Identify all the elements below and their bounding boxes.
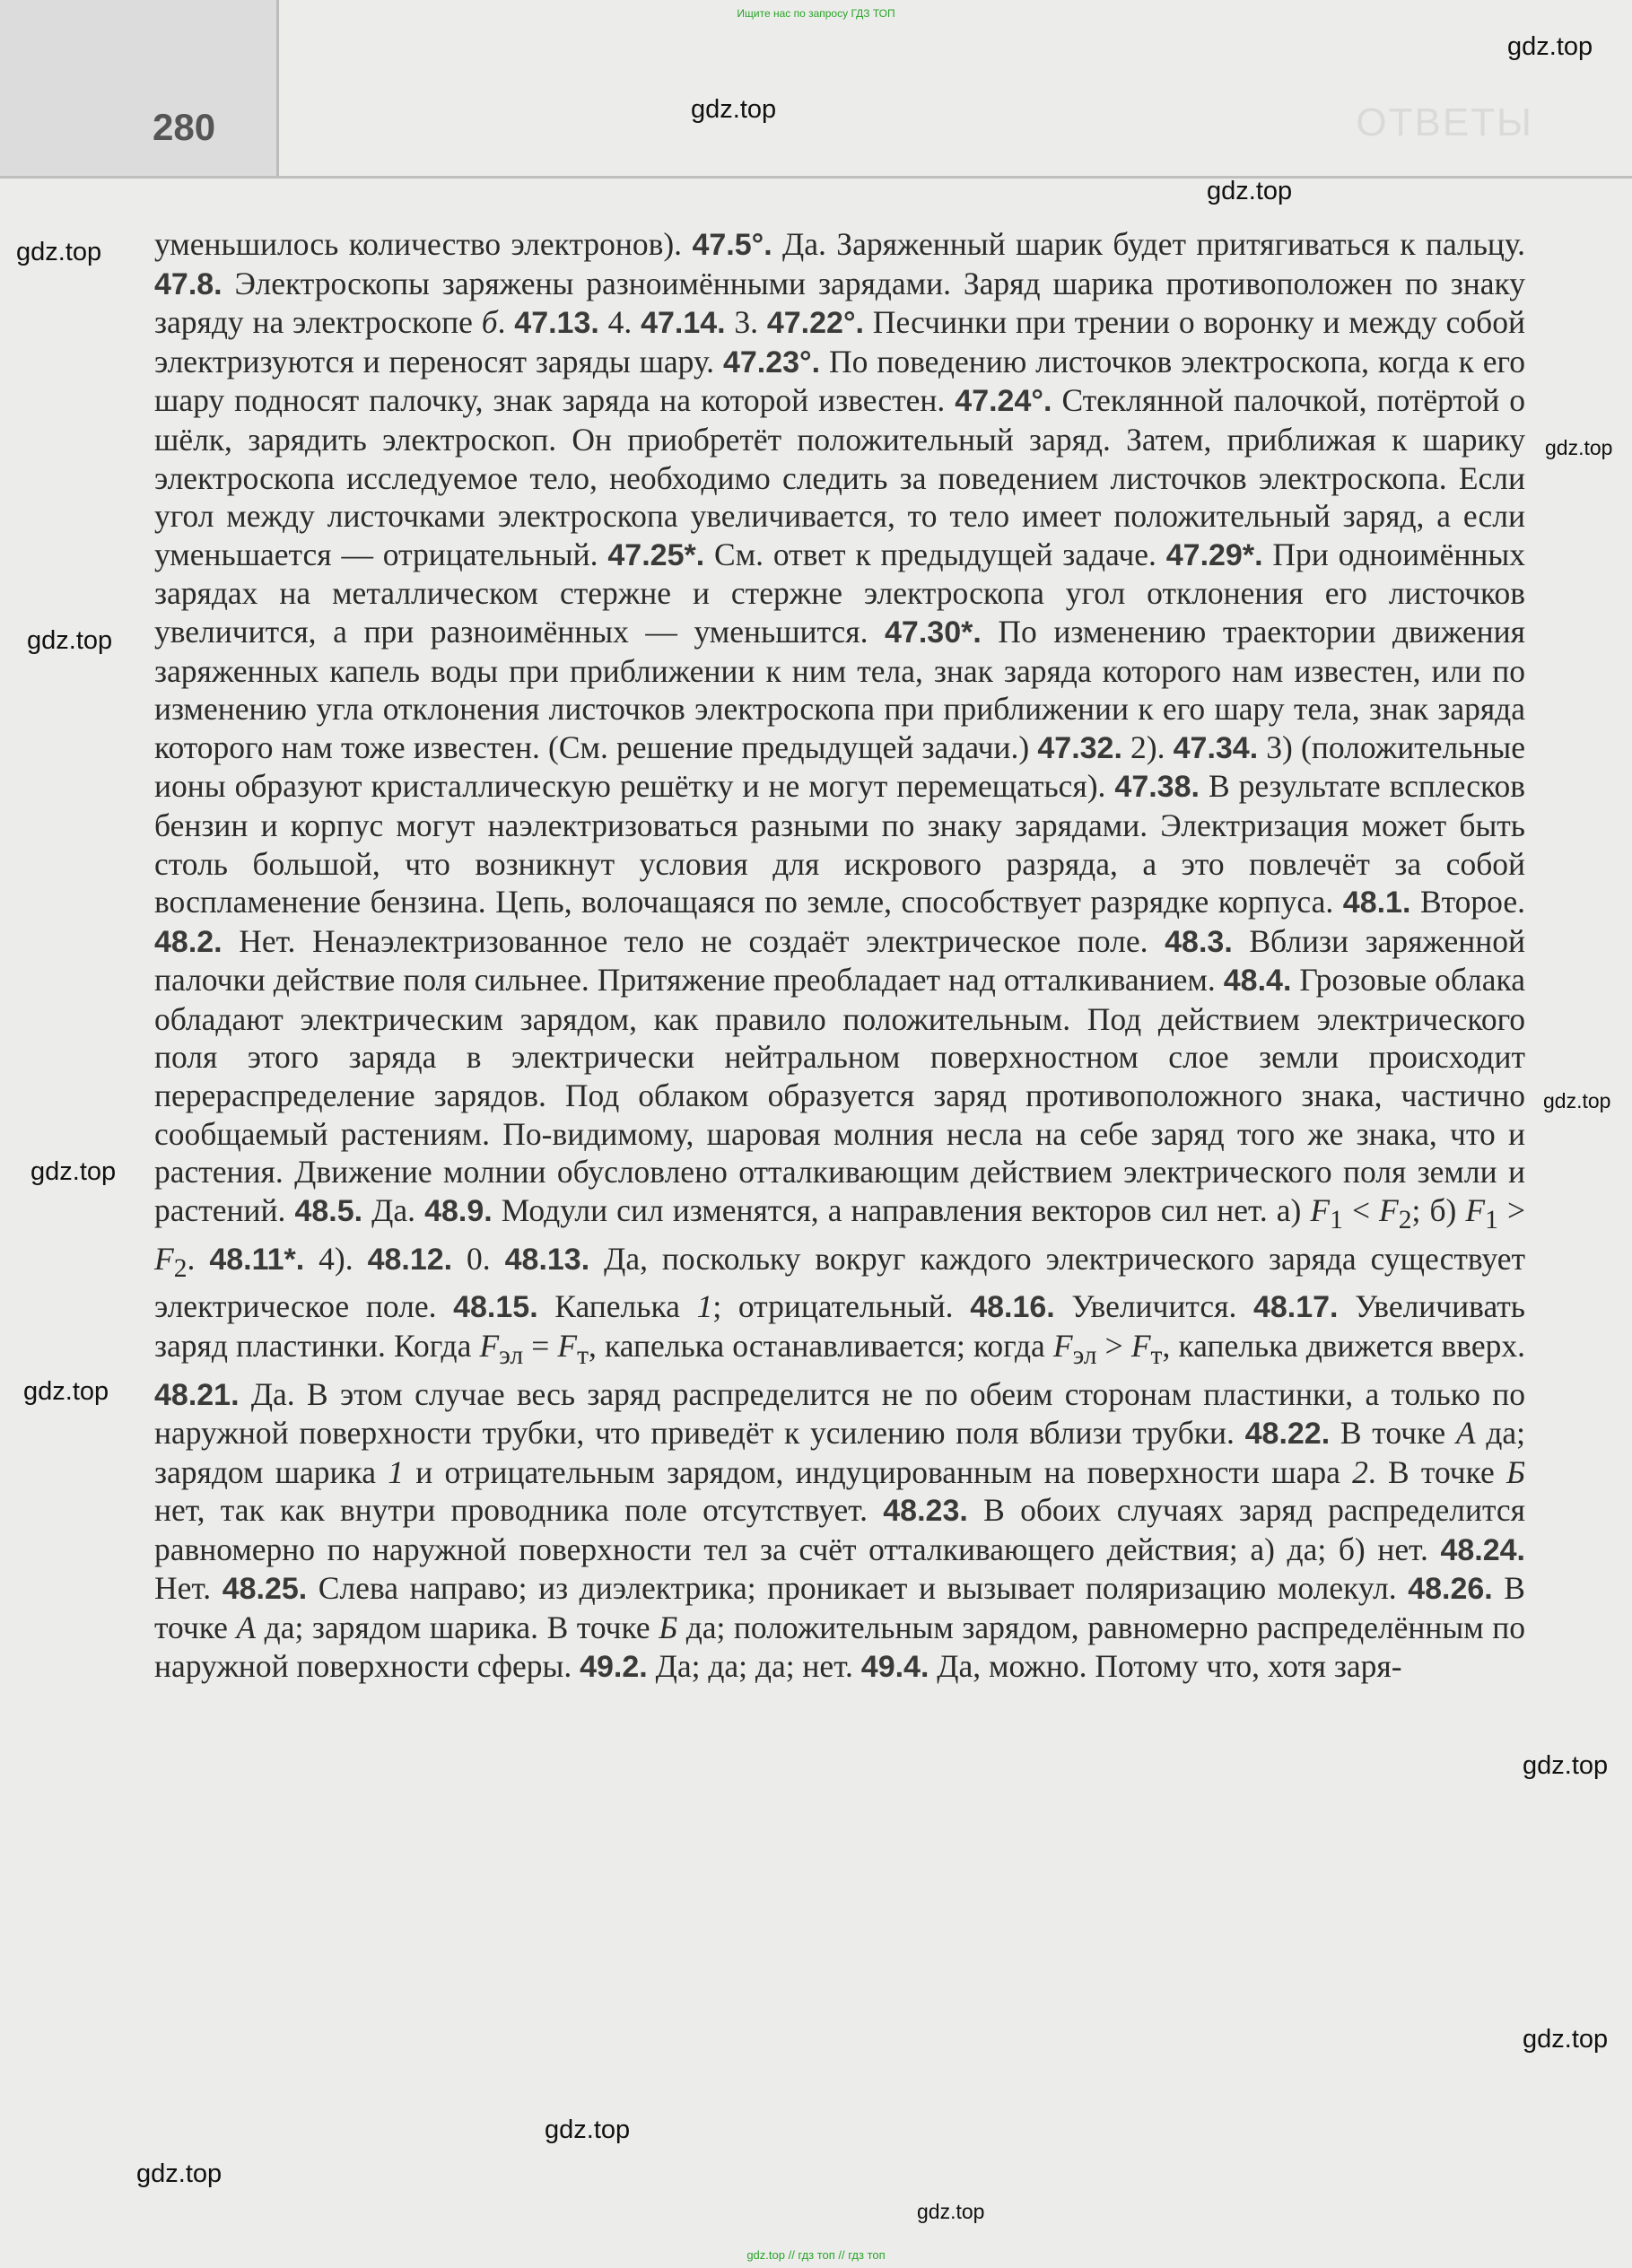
answer-text: > — [1497, 1191, 1525, 1228]
answer-text: В точке — [154, 1570, 1525, 1646]
answer-text: уменьшилось количество электронов). — [154, 226, 693, 262]
answer-text: Да. — [362, 1191, 425, 1228]
problem-number: 48.12. — [367, 1242, 453, 1277]
answer-text: Грозовые облака обладают электрическим зарядом, как правило положительным. Под действием электрического поля этого заряда в электрически нейтральном поверхностном слое земли происходит перераспределение зарядов. Под облаком образуется заряд противоположного знака, частично сообщаемый растениям. По-видимому, шаровая молния несла на себе заряд того же знака, что и растения. Движение молнии обусловлено отталкивающим действием электрического поля земли и растений. — [154, 962, 1525, 1228]
answer-text: да; зарядом шарика — [154, 1415, 1525, 1490]
answer-text: Да, поскольку вокруг каждого электрического заряда существует электрическое поле. — [154, 1240, 1526, 1325]
problem-number: 49.2. — [580, 1649, 648, 1684]
subscript: эл — [1072, 1340, 1097, 1370]
answer-text: 4. — [598, 304, 641, 341]
problem-number: 48.9. — [424, 1193, 493, 1228]
watermark: gdz.top — [1507, 32, 1593, 61]
answer-text: См. ответ к предыдущей задаче. — [704, 536, 1166, 572]
italic-symbol: F — [1130, 1327, 1151, 1364]
problem-number: 48.26. — [1408, 1572, 1493, 1607]
answer-text: нет, так как внутри проводника поле отсутствует. — [154, 1492, 884, 1529]
subscript: эл — [499, 1340, 524, 1370]
answers-text-block — [154, 225, 1525, 1686]
watermark: gdz.top — [23, 1377, 109, 1406]
italic-symbol: Б — [659, 1609, 678, 1646]
answer-text: ; отрицательный. — [712, 1288, 971, 1325]
answer-text: да; положительным зарядом, равномерно распределённым по наружной поверхности сферы. — [154, 1609, 1526, 1684]
answer-text: Стеклянной палочкой, потёртой о шёлк, зарядить электроскоп. Он приобретёт положительный заряд. Затем, приближая к шарику электроскопа исследуемое тело, необходимо следить за поведением листочков электроскопа. Если угол между листочками электроскопа увеличивается, то тело имеет положительный заряд, а если уменьшается — отрицательный. — [154, 382, 1525, 572]
subscript: 2 — [1398, 1205, 1412, 1234]
answer-text: . В точке — [1367, 1453, 1507, 1490]
problem-number: 48.23. — [883, 1494, 968, 1529]
problem-number: 47.5°. — [692, 228, 772, 262]
answer-text: 3. — [725, 304, 767, 341]
italic-symbol: 1 — [388, 1453, 405, 1490]
answer-text: < — [1342, 1191, 1380, 1228]
subscript: 2 — [173, 1253, 188, 1283]
watermark: gdz.top — [545, 2115, 631, 2144]
italic-symbol: 1 — [696, 1288, 713, 1325]
watermark: gdz.top — [1543, 1089, 1611, 1112]
problem-number: 47.25*. — [607, 537, 705, 572]
watermark: gdz.top — [1523, 2025, 1609, 2054]
answer-text: Да. В этом случае весь заряд распределится не по обеим сторонам пластинки, а только по наружной поверхности трубки, что приведёт к усилению поля вблизи трубки. — [154, 1375, 1525, 1452]
subscript: 1 — [1485, 1205, 1498, 1234]
problem-number: 48.15. — [453, 1290, 538, 1325]
answer-text: В обоих случаях заряд распределится равномерно по наружной поверхности тел за счёт отталкивающего действия; а) да; б) нет. — [154, 1492, 1525, 1567]
answer-text: Второе. — [1410, 884, 1525, 920]
answer-text: , капелька движется вверх. — [1162, 1327, 1525, 1364]
answers-paragraph — [154, 225, 1525, 1686]
problem-number: 48.21. — [154, 1377, 240, 1412]
answer-text: Капелька — [537, 1288, 697, 1325]
problem-number: 47.22°. — [766, 306, 864, 341]
answer-text: 2). — [1121, 728, 1174, 765]
problem-number: 47.24°. — [955, 384, 1052, 419]
italic-symbol: 2 — [1352, 1453, 1368, 1490]
answer-text: Нет. Ненаэлектризованное тело не создаёт электрическое поле. — [222, 922, 1165, 959]
italic-symbol: F — [479, 1327, 500, 1364]
answer-text: ; б) — [1411, 1191, 1466, 1228]
problem-number: 47.30*. — [885, 615, 982, 650]
answer-text: Нет. — [154, 1570, 223, 1607]
italic-symbol: F — [1310, 1191, 1331, 1228]
answer-text: Электроскопы заряжены разноимёнными зарядами. Заряд шарика противоположен по знаку заряду на электроскопе — [154, 265, 1525, 341]
answer-text: = — [523, 1327, 558, 1364]
answer-text: да; зарядом шарика. В точке — [256, 1609, 659, 1646]
answer-text: Модули сил изменятся, а направления векторов сил нет. а) — [492, 1191, 1311, 1228]
italic-symbol: F — [1379, 1191, 1399, 1228]
italic-symbol: А — [1455, 1415, 1476, 1452]
problem-number: 48.3. — [1165, 924, 1233, 959]
page-number-box — [0, 0, 279, 176]
answer-text: . — [187, 1240, 210, 1277]
watermark: gdz.top — [1545, 436, 1613, 459]
italic-symbol: Б — [1506, 1453, 1525, 1490]
section-title: ОТВЕТЫ — [1356, 100, 1533, 144]
problem-number: 48.25. — [222, 1572, 308, 1607]
watermark: gdz.top — [691, 95, 777, 124]
problem-number: 47.32. — [1037, 730, 1122, 765]
answer-text: Песчинки при трении о воронку и между собой электризуются и переносят заряды шару. — [154, 304, 1525, 379]
answer-text: В точке — [1330, 1415, 1456, 1452]
watermark: gdz.top — [31, 1157, 117, 1186]
problem-number: 47.38. — [1114, 770, 1200, 805]
watermark: gdz.top — [1523, 1751, 1609, 1780]
watermark: gdz.top — [27, 626, 113, 655]
italic-symbol: А — [236, 1609, 257, 1646]
italic-symbol: F — [1465, 1191, 1486, 1228]
answer-text: По поведению листочков электроскопа, когда к его шару подносят палочку, знак заряда на которой известен. — [154, 343, 1525, 419]
problem-number: 48.1. — [1342, 885, 1411, 920]
answer-text: Увеличивать заряд пластинки. Когда — [154, 1288, 1525, 1364]
footer: gdz.top // гдз топ // гдз топ — [746, 2248, 886, 2262]
answer-text: Да; да; да; нет. — [647, 1647, 861, 1684]
problem-number: 47.23°. — [722, 345, 821, 379]
answer-text: Слева направо; из диэлектрика; проникает и вызывает поляризацию молекул. — [307, 1570, 1409, 1607]
italic-symbol: б — [481, 304, 498, 341]
page-number: 280 — [153, 106, 216, 148]
problem-number: 48.17. — [1252, 1290, 1339, 1325]
header-rule — [0, 176, 1632, 179]
answer-text: По изменению траектории движения заряженных капель воды при приближении к ним тела, знак заряда которого нам известен, или по изменению угла отклонения листочков электроскопа при приближении к его шару тела, знак заряда которого нам тоже известен. (См. решение предыдущей задачи.) — [154, 613, 1525, 765]
problem-number: 48.11*. — [209, 1242, 305, 1277]
answer-text: , капелька останавливается; когда — [589, 1327, 1053, 1364]
italic-symbol: F — [1052, 1327, 1073, 1364]
problem-number: 48.4. — [1223, 964, 1292, 999]
problem-number: 48.16. — [970, 1290, 1055, 1325]
problem-number: 47.14. — [641, 306, 726, 341]
answer-text: Вблизи заряженной палочки действие поля сильнее. Притяжение преобладает над отталкиванием. — [154, 922, 1525, 999]
problem-number: 47.34. — [1173, 730, 1259, 765]
watermark: gdz.top — [1207, 177, 1293, 205]
answer-text: При одноимённых зарядах на металлическом стержне и стержне электроскопа угол отклонения его листочков увеличится, а при разноимённых — уменьшится. — [154, 536, 1525, 650]
answer-text: . — [497, 304, 515, 341]
answer-text: 4). — [304, 1240, 368, 1277]
problem-number: 48.24. — [1440, 1532, 1525, 1567]
page-header — [0, 0, 1632, 179]
problem-number: 48.13. — [504, 1242, 590, 1277]
top-banner: Ищите нас по запросу ГДЗ ТОП — [737, 7, 895, 20]
problem-number: 48.22. — [1244, 1417, 1331, 1452]
answer-text: 3) (положительные ионы образуют кристаллическую решётку и не могут перемещаться). — [154, 728, 1525, 805]
problem-number: 49.4. — [860, 1649, 929, 1684]
answer-text: В результате всплесков бензин и корпус могут наэлектризоваться разными по знаку зарядами. Электризация может быть столь большой, что возникнут условия для искрового разряда, а это повлечёт за собой воспламенение бензина. Цепь, волочащаяся по земле, способствует разрядке корпуса. — [154, 768, 1525, 920]
problem-number: 48.2. — [154, 924, 223, 959]
answer-text: и отрицательным зарядом, индуцированным на поверхности шара — [404, 1453, 1353, 1490]
answer-text: Да, можно. Потому что, хотя заря- — [929, 1647, 1402, 1684]
answer-text: 0. — [452, 1240, 505, 1277]
italic-symbol: F — [154, 1240, 174, 1277]
answer-text: Да. Заряженный шарик будет притягиваться к пальцу. — [772, 226, 1526, 262]
answer-text: Увеличится. — [1054, 1288, 1253, 1325]
problem-number: 48.5. — [294, 1193, 363, 1228]
problem-number: 47.8. — [154, 266, 223, 301]
subscript: 1 — [1330, 1205, 1343, 1234]
answer-text: > — [1096, 1327, 1131, 1364]
subscript: т — [1150, 1340, 1163, 1370]
subscript: т — [577, 1340, 589, 1370]
watermark: gdz.top — [136, 2159, 223, 2188]
watermark: gdz.top — [917, 2200, 985, 2223]
italic-symbol: F — [557, 1327, 578, 1364]
problem-number: 47.13. — [514, 306, 599, 341]
problem-number: 47.29*. — [1165, 537, 1263, 572]
watermark: gdz.top — [16, 238, 102, 266]
